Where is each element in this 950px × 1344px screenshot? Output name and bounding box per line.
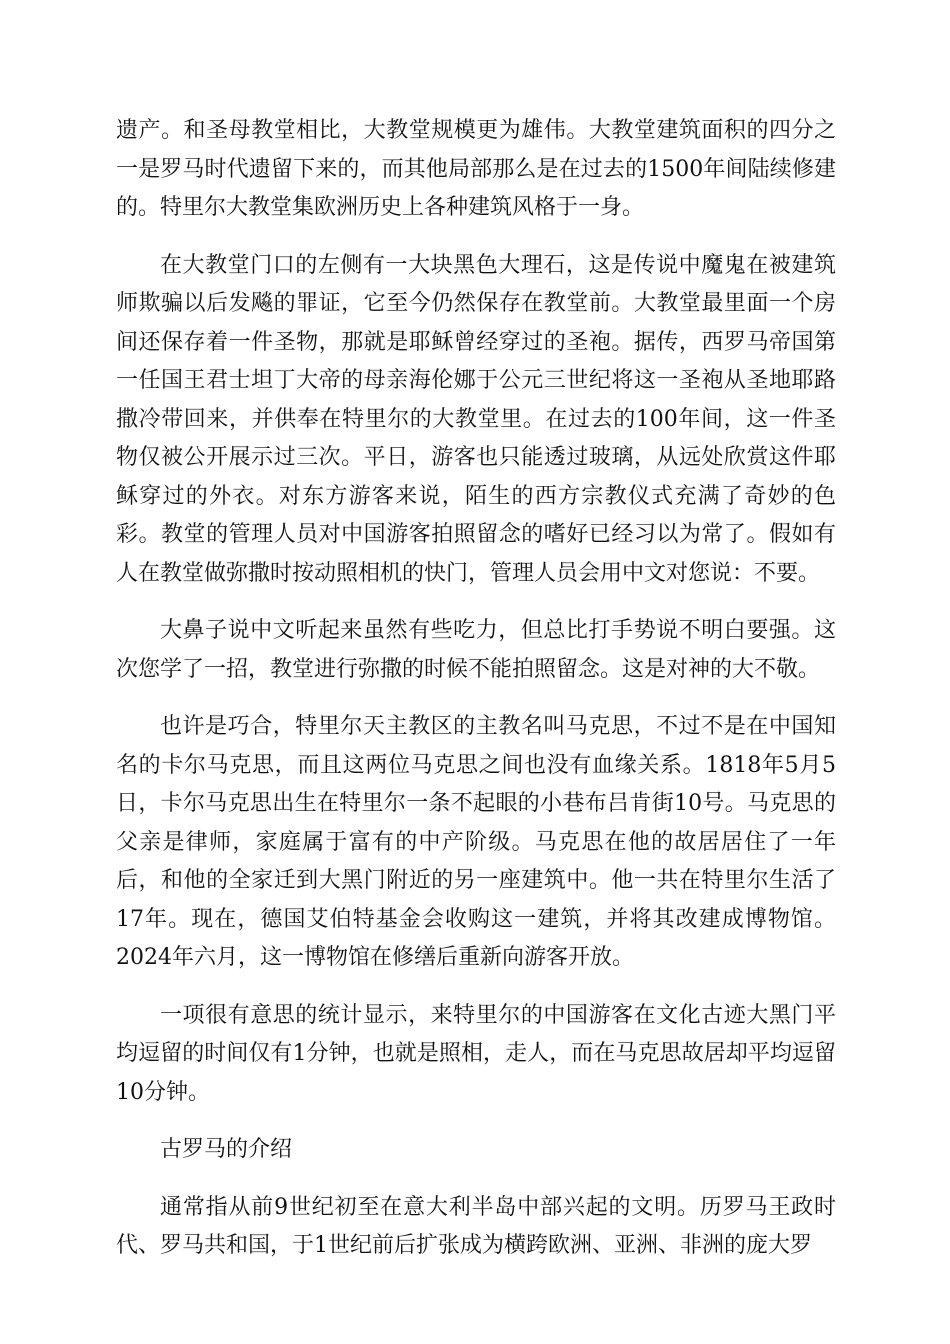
paragraph-1: 遗产。和圣母教堂相比，大教堂规模更为雄伟。大教堂建筑面积的四分之一是罗马时代遗留下来的，而其他局部那么是在过去的1500年间陆续修建的。特里尔大教堂集欧洲历史上各种建筑风格于一身。 xyxy=(116,118,836,220)
paragraph-6: 通常指从前9世纪初至在意大利半岛中部兴起的文明。历罗马王政时代、罗马共和国，于1世纪前后扩张成为横跨欧洲、亚洲、非洲的庞大罗 xyxy=(116,1194,836,1258)
paragraph-3: 大鼻子说中文听起来虽然有些吃力，但总比打手势说不明白要强。这次您学了一招，教堂进行弥撒的时候不能拍照留念。这是对神的大不敬。 xyxy=(116,618,836,682)
paragraph-5: 一项很有意思的统计显示，来特里尔的中国游客在文化古迹大黑门平均逗留的时间仅有1分钟，也就是照相，走人，而在马克思故居却平均逗留10分钟。 xyxy=(116,1002,836,1105)
paragraph-2: 在大教堂门口的左侧有一大块黑色大理石，这是传说中魔鬼在被建筑师欺骗以后发飚的罪证，它至今仍然保存在教堂前。大教堂最里面一个房间还保存着一件圣物，那就是耶稣曾经穿过的圣袍。据传，西罗马帝国第一任国王君士坦丁大帝的母亲海伦娜于公元三世纪将这一圣袍从圣地耶路撒冷带回来，并供奉在特里尔的大教堂里。在过去的100年间，这一件圣物仅被公开展示过三次。平日，游客也只能透过玻璃，从远处欣赏这件耶稣穿过的外衣。对东方游客来说，陌生的西方宗教仪式充满了奇妙的色彩。教堂的管理人员对中国游客拍照留念的嗜好已经习以为常了。假如有人在教堂做弥撒时按动照相机的快门，管理人员会用中文对您说：不要。 xyxy=(116,252,836,586)
document-body xyxy=(116,112,836,1285)
section-heading: 古罗马的介绍 xyxy=(160,1137,293,1162)
paragraph-4: 也许是巧合，特里尔天主教区的主教名叫马克思，不过不是在中国知名的卡尔马克思，而且这两位马克思之间也没有血缘关系。1818年5月5日，卡尔马克思出生在特里尔一条不起眼的小巷布吕肯街10号。马克思的父亲是律师，家庭属于富有的中产阶级。马克思在他的故居居住了一年后，和他的全家迁到大黑门附近的另一座建筑中。他一共在特里尔生活了17年。现在，德国艾伯特基金会收购这一建筑，并将其改建成博物馆。2024年六月，这一博物馆在修缮后重新向游客开放。 xyxy=(116,714,836,970)
